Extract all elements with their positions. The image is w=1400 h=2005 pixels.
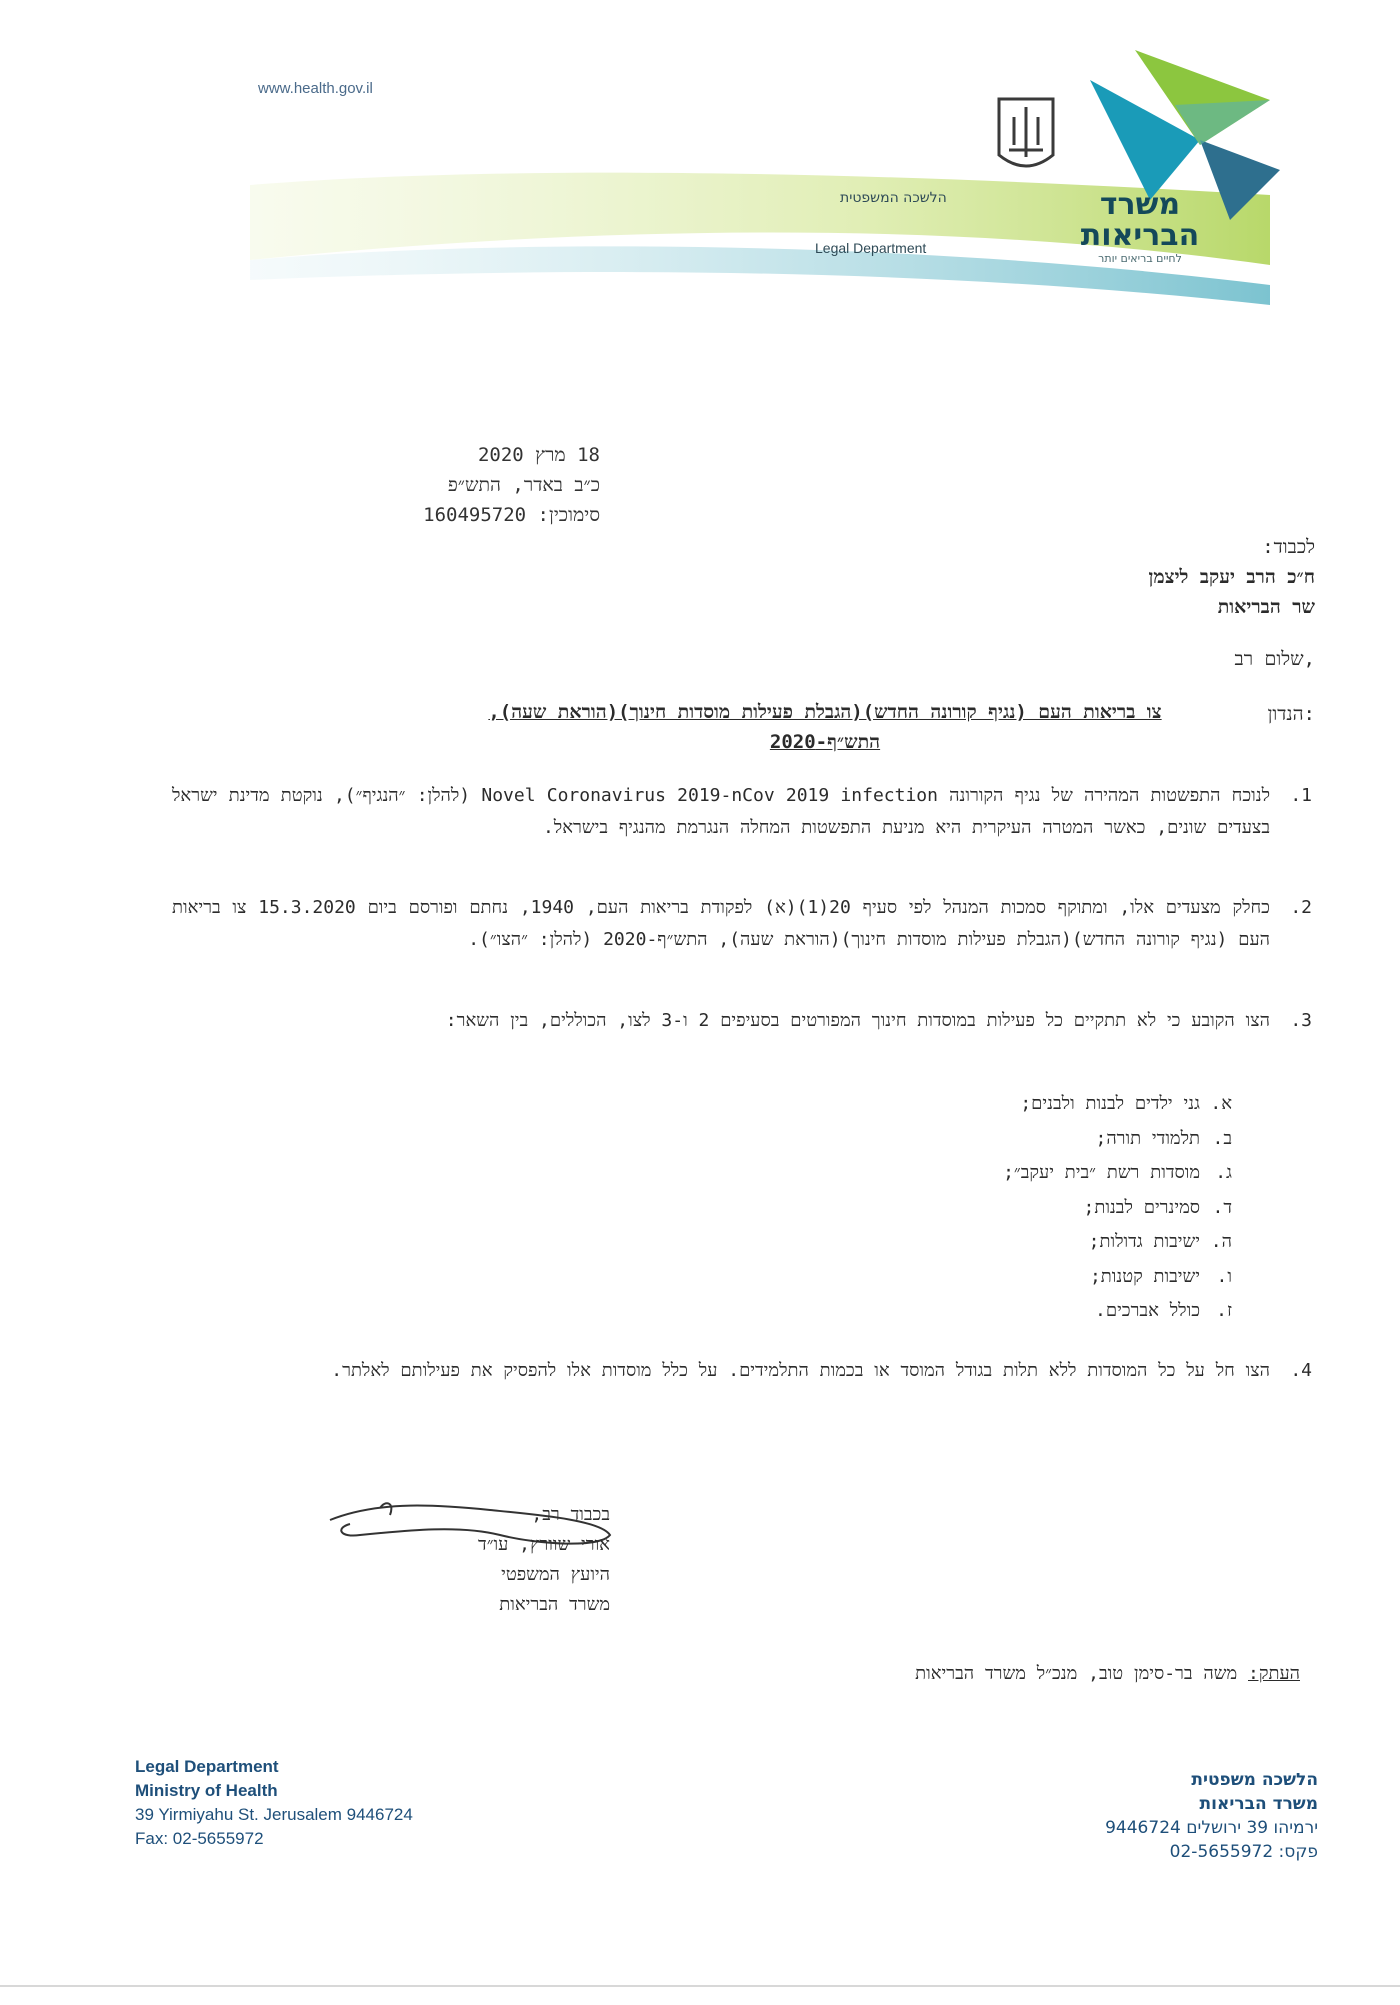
paragraph-number: 4. — [1290, 1360, 1312, 1381]
copy-line — [915, 1663, 1300, 1684]
institutions-list — [1003, 1087, 1232, 1329]
list-item-letter: ב. — [1212, 1127, 1232, 1149]
list-item-letter: ז. — [1216, 1300, 1232, 1321]
list-item-text: גני ילדים לבנות ולבנים; — [1020, 1093, 1200, 1114]
ministry-name-line2: הבריאות — [1080, 218, 1200, 253]
footer-hebrew — [1105, 1768, 1318, 1864]
bottom-divider — [0, 1985, 1400, 1987]
signature-block — [478, 1500, 610, 1620]
list-item — [1003, 1087, 1232, 1122]
paragraph-text: לנוכח התפשטות המהירה של נגיף הקורונה Novel Coronavirus 2019-nCov 2019 infection (להלן: ״הנגיף״), נוקטת מדינת ישראל בצעדים שונים, כאשר המטרה העיקרית היא מניעת התפשטות המחלה הנגרמת מהנגיף בישראל. — [172, 785, 1271, 838]
list-item — [1003, 1122, 1232, 1157]
ministry-tagline: לחיים בריאים יותר — [1098, 252, 1182, 265]
list-item-letter: ד. — [1212, 1196, 1232, 1218]
list-item-letter: ה. — [1210, 1231, 1232, 1252]
footer-he-address: ירמיהו 39 ירושלים 9446724 — [1105, 1818, 1318, 1838]
reference-number: סימוכין: 160495720 — [423, 504, 600, 526]
list-item — [1003, 1260, 1232, 1295]
header-url: www.health.gov.il — [258, 80, 373, 97]
paragraph-number: 2. — [1290, 897, 1312, 918]
paragraph-number: 3. — [1290, 1010, 1312, 1031]
footer-he-department: הלשכה משפטית — [1191, 1770, 1318, 1790]
greeting: שלום רב, — [1234, 648, 1315, 670]
list-item-letter: ג. — [1215, 1162, 1232, 1183]
paragraph-text: הצו חל על כל המוסדות ללא תלות בגודל המוסד או בכמות התלמידים. על כלל מוסדות אלו להפסיק את פעילותם לאלתר. — [331, 1360, 1270, 1381]
signatory-org: משרד הבריאות — [499, 1594, 610, 1615]
paragraph-number: 1. — [1290, 785, 1312, 806]
signature-closing: בכבוד רב, — [531, 1504, 610, 1525]
list-item-text: תלמודי תורה; — [1095, 1127, 1200, 1149]
list-item-text: ישיבות גדולות; — [1088, 1231, 1200, 1252]
list-item-text: סמינרים לבנות; — [1083, 1196, 1200, 1218]
footer-en-ministry: Ministry of Health — [135, 1781, 278, 1800]
subject-label: הנדון: — [1267, 703, 1315, 725]
addressee-to: לכבוד: — [1262, 536, 1315, 558]
list-item — [1003, 1225, 1232, 1260]
list-item-text: כולל אברכים. — [1095, 1300, 1200, 1321]
footer-english — [135, 1755, 413, 1851]
list-item — [1003, 1191, 1232, 1226]
subject-line: צו בריאות העם (נגיף קורונה החדש)(הגבלת פעילות מוסדות חינוך)(הוראת שעה), התש״ף-2020 — [488, 701, 1162, 753]
addressee — [1149, 532, 1315, 622]
footer-en-address: 39 Yirmiyahu St. Jerusalem 9446724 — [135, 1805, 413, 1824]
department-en: Legal Department — [815, 240, 927, 256]
department-he: הלשכה המשפטית — [840, 190, 947, 206]
paragraph-2 — [172, 892, 1312, 956]
signatory-name: אורי שוורץ, עו״ד — [478, 1534, 610, 1555]
copy-recipient: משה בר-סימן טוב, מנכ״ל משרד הבריאות — [915, 1663, 1238, 1684]
hebrew-date: כ״ב באדר, התש״פ — [447, 474, 600, 496]
copy-label: העתק: — [1248, 1663, 1300, 1684]
list-item-letter: א. — [1210, 1093, 1232, 1114]
footer-en-fax: Fax: 02-5655972 — [135, 1829, 264, 1848]
footer-he-fax: פקס: 02-5655972 — [1169, 1842, 1318, 1862]
list-item — [1003, 1156, 1232, 1191]
paragraph-4 — [172, 1355, 1312, 1387]
state-emblem-icon — [995, 95, 1057, 177]
date-block — [423, 440, 600, 530]
footer-he-ministry: משרד הבריאות — [1199, 1794, 1318, 1814]
ministry-name — [1055, 187, 1225, 265]
addressee-name: ח״כ הרב יעקב ליצמן — [1148, 566, 1315, 588]
paragraph-3 — [172, 1005, 1312, 1037]
signatory-role: היועץ המשפטי — [501, 1564, 610, 1585]
gregorian-date: 18 מרץ 2020 — [477, 444, 600, 466]
footer-en-department: Legal Department — [135, 1757, 279, 1776]
list-item — [1003, 1294, 1232, 1329]
paragraph-text: הצו הקובע כי לא תתקיים כל פעילות במוסדות חינוך המפורטים בסעיפים 2 ו-3 לצו, הכוללים, בין השאר: — [445, 1010, 1270, 1031]
list-item-letter: ו. — [1216, 1265, 1232, 1287]
paragraph-text: כחלק מצעדים אלו, ומתוקף סמכות המנהל לפי סעיף 20(1)(א) לפקודת בריאות העם, 1940, נחתם ופורסם ביום 15.3.2020 צו בריאות העם (נגיף קורונה החדש)(הגבלת פעילות מוסדות חינוך)(הוראת שעה), התש״ף-2020 (להלן: ״הצו״). — [172, 897, 1270, 950]
addressee-title: שר הבריאות — [1217, 596, 1315, 618]
paragraph-1 — [172, 780, 1312, 844]
list-item-text: מוסדות רשת ״בית יעקב״; — [1003, 1162, 1200, 1183]
ministry-name-line1: משרד — [1099, 187, 1181, 222]
list-item-text: ישיבות קטנות; — [1089, 1265, 1200, 1287]
